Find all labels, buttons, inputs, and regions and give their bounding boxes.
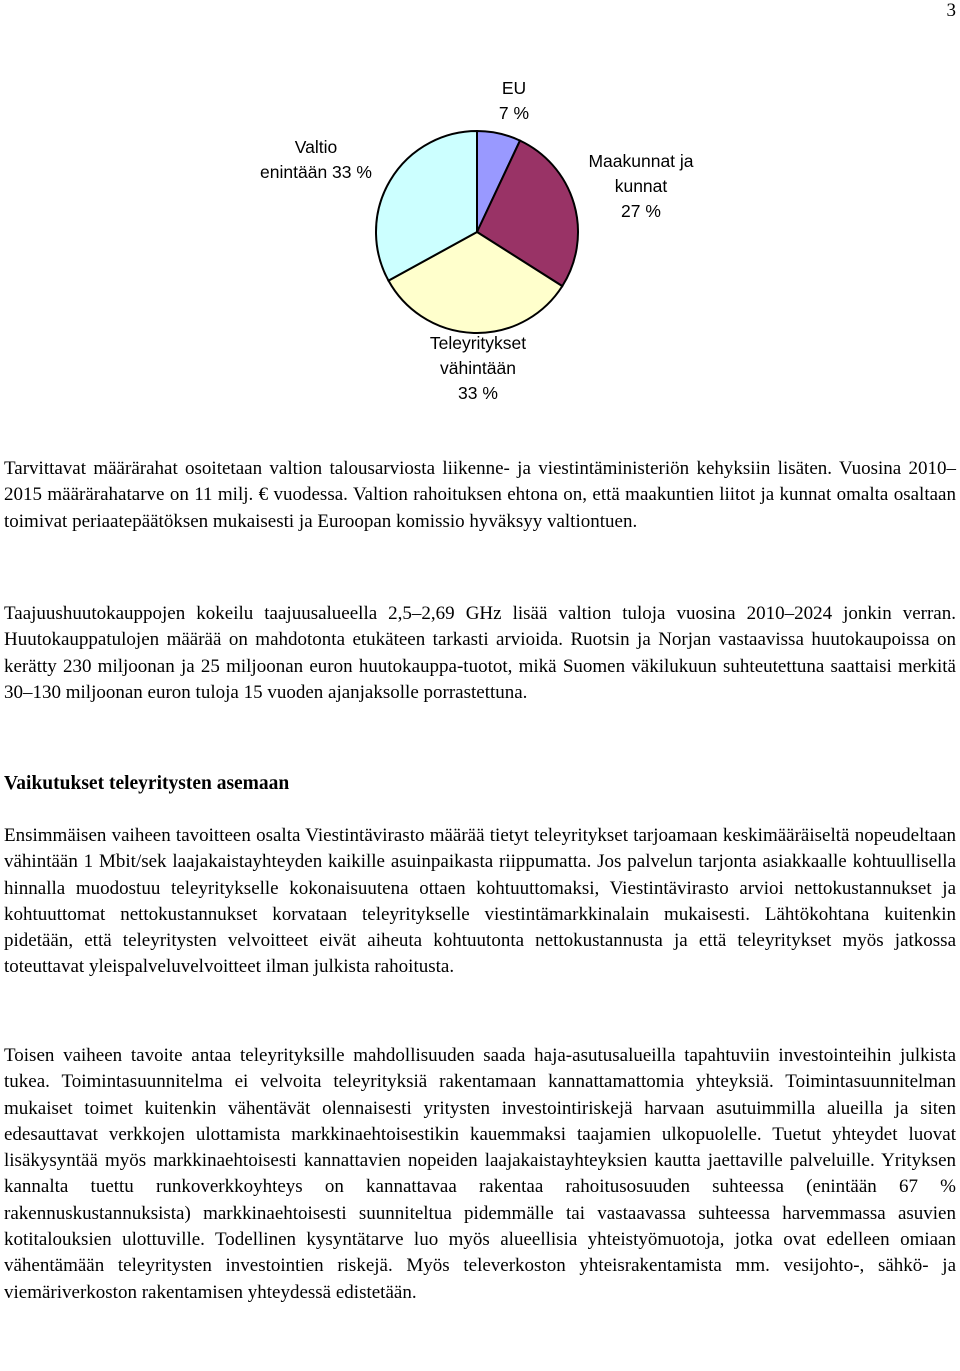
pie-label-eu: EU 7 % bbox=[498, 78, 530, 123]
paragraph-first-phase: Ensimmäisen vaiheen tavoitteen osalta Viestintävirasto määrää tietyt teleyritykset tarjoamaan keskimääräiseltä nopeudeltaan vähintään 1 Mbit/sek laajakaistayhteyden kaikille asuinpaikasta riippumatta. Jos palvelun tarjonta asiakkaalle kohtuullisella hinnalla muodostuu teleyritykselle kokonaisuutena ottaen kohtuuttomaksi, Viestintävirasto arvioi nettokustannukset ja kohtuuttomat nettokustannukset korvataan teleyritykselle viestintämarkkinalain mukaisesti. Lähtökohtana kuitenkin pidetään, että teleyritysten velvoitteet eivät aiheuta kohtuutonta nettokustannusta ja että teleyritykset myös jatkossa toteuttavat yleispalveluvelvoitteet ilman julkista rahoitusta. bbox=[4, 825, 956, 978]
page-number: 3 bbox=[946, 0, 956, 21]
pie-label-teleyritykset: Teleyritykset vähintään 33 % bbox=[429, 333, 527, 403]
pie-slices bbox=[376, 131, 578, 333]
pie-label-valtio: Valtio enintään 33 % bbox=[260, 137, 372, 182]
section-heading: Vaikutukset teleyritysten asemaan bbox=[4, 773, 290, 794]
paragraph-appropriations: Tarvittavat määrärahat osoitetaan valtion talousarviosta liikenne- ja viestintäministeriön kehyksiin lisäten. Vuosina 2010–2015 määrärahatarve on 11 milj. € vuodessa. Valtion rahoituksen ehtona on, että maakuntien liitot ja kunnat omalta osaltaan toimivat periaatepäätöksen mukaisesti ja Euroopan komissio hyväksyy valtiontuen. bbox=[4, 458, 956, 532]
paragraph-second-phase: Toisen vaiheen tavoite antaa teleyrityksille mahdollisuuden saada haja-asutusalueilla tapahtuviin investointeihin julkista tukea. Toimintasuunnitelma ei velvoita teleyrityksiä rakentamaan kannattamattomia yhteyksiä. Toimintasuunnitelman mukaiset toimet kuitenkin vähentävät olennaisesti yritysten investointiriskejä harvaan asutuimmilla alueilla ja siten edesauttavat verkkojen ulottamista markkinaehtoisestikin kauemmaksi taajamien ulkopuolelle. Tuetut yhteydet luovat lisäkysyntää myös markkinaehtoisesti kannattavien nopeiden laajakaistayhteyksien kautta jaettaville palveluille. Yrityksen kannalta tuettu runkoverkkoyhteys on kannattavaa rakentaa rahoitusosuuden suhteessa (enintään 67 % rakennuskustannuksista) markkinaehtoisesti suunniteltua pidemmälle tai vastaavassa suhteessa harvemmassa asuvien kotitalouksien ulottuville. Todellinen kysyntätarve luo myös alueellisia yhteistyömuotoja, jotka ovat edelleen omiaan vähentämään teleyritysten investointien riskejä. Myös televerkoston yhteisrakentamista mm. vesijohto-, sähkö- ja viemäriverkoston rakentamisen yhteydessä edistetään. bbox=[4, 1045, 956, 1303]
pie-label-maakunnat: Maakunnat ja kunnat 27 % bbox=[588, 151, 694, 221]
paragraph-auction-revenue: Taajuushuutokauppojen kokeilu taajuusalueella 2,5–2,69 GHz lisää valtion tuloja vuosina 2010–2024 jonkin verran. Huutokauppatulojen määrää on mahdotonta etukäteen tarkasti arvioida. Ruotsin ja Norjan vastaavissa huutokaupoissa on kerätty 230 miljoonan ja 25 miljoonan euron huutokauppa-tuotot, mikä Suomen väkilukuun suhteutettuna saattaisi merkitä 30–130 miljoonan euron tuloja 15 vuoden ajanjaksolle porrastettuna. bbox=[4, 603, 956, 703]
